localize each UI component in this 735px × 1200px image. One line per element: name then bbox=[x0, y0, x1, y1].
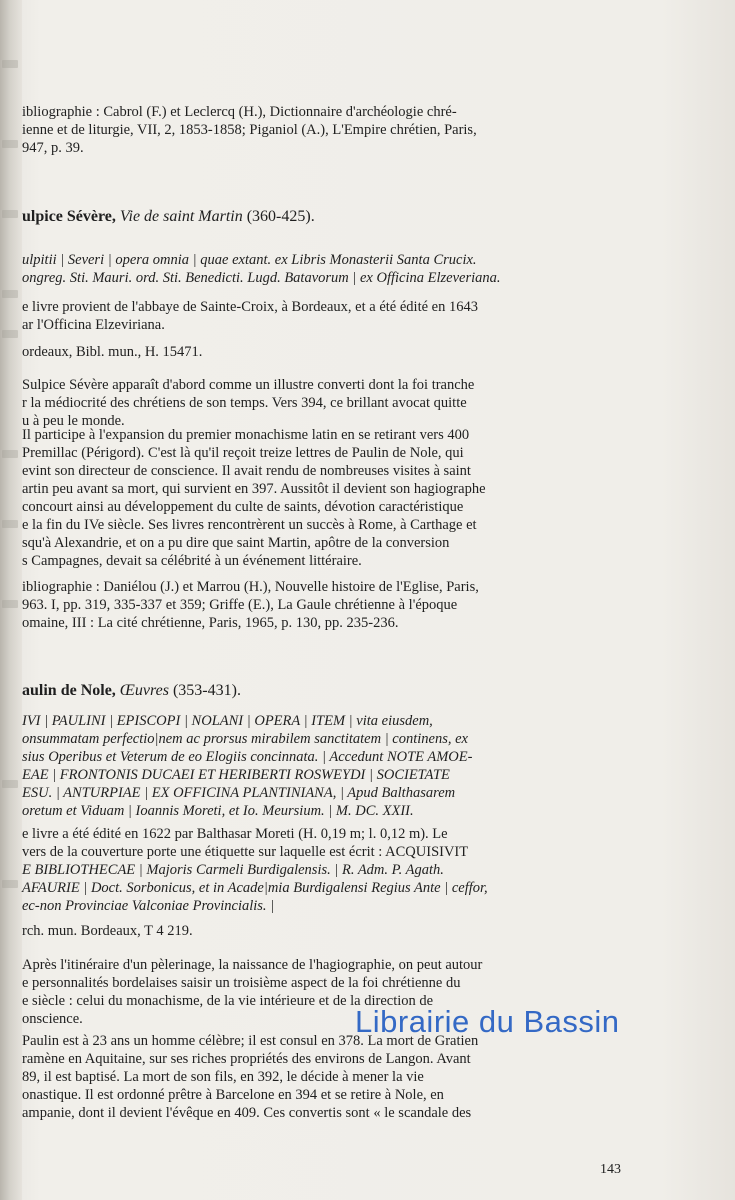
text-line: EAE | FRONTONIS DUCAEI ET HERIBERTI ROSWEYDI | SOCIETATE bbox=[22, 767, 450, 783]
text-line: e livre a été édité en 1622 par Balthasar Moreti (H. 0,19 m; l. 0,12 m). Le bbox=[22, 826, 448, 842]
location-sulpice bbox=[22, 343, 632, 361]
text-line: u à peu le monde. bbox=[22, 413, 125, 429]
text-line: e livre provient de l'abbaye de Sainte-Croix, à Bordeaux, et a été édité en 1643 bbox=[22, 299, 478, 315]
bibliography-danielou bbox=[22, 578, 632, 632]
text-line: Premillac (Périgord). C'est là qu'il reçoit treize lettres de Paulin de Nole, qui bbox=[22, 445, 464, 461]
text-line: ibliographie : Daniélou (J.) et Marrou (H.), Nouvelle histoire de l'Eglise, Paris, bbox=[22, 579, 479, 595]
text-line: 89, il est baptisé. La mort de son fils, en 392, le décide à mener la vie bbox=[22, 1069, 424, 1085]
heading-dates: (360-425). bbox=[246, 208, 315, 225]
page-number: 143 bbox=[600, 1162, 621, 1177]
paragraph-sulpice-1 bbox=[22, 376, 632, 430]
text-line: Sulpice Sévère apparaît d'abord comme un illustre converti dont la foi tranche bbox=[22, 377, 475, 393]
text-line: ienne et de liturgie, VII, 2, 1853-1858; Piganiol (A.), L'Empire chrétien, Paris, bbox=[22, 122, 477, 138]
text-line: AFAURIE | Doct. Sorbonicus, et in Acade|mia Burdigalensi Regius Ante | ceffor, bbox=[22, 880, 488, 896]
text-line: s Campagnes, devait sa célébrité à un événement littéraire. bbox=[22, 553, 362, 569]
paragraph-sulpice-2 bbox=[22, 426, 632, 570]
section-heading-paulin bbox=[22, 681, 632, 701]
text-line: IVI | PAULINI | EPISCOPI | NOLANI | OPERA | ITEM | vita eiusdem, bbox=[22, 713, 433, 729]
text-line: ampanie, dont il devient l'évêque en 409. Ces convertis sont « le scandale des bbox=[22, 1105, 472, 1121]
text-line: ec-non Provinciae Valconiae Provincialis. | bbox=[22, 898, 275, 914]
text-line: ramène en Aquitaine, sur ses riches propriétés des environs de Langon. Avant bbox=[22, 1051, 471, 1067]
text-line: 963. I, pp. 319, 335-337 et 359; Griffe (E.), La Gaule chrétienne à l'époque bbox=[22, 597, 458, 613]
text-line: omaine, III : La cité chrétienne, Paris, 1965, p. 130, pp. 235-236. bbox=[22, 615, 399, 631]
text-line: evint son directeur de conscience. Il avait rendu de nombreuses visites à saint bbox=[22, 463, 471, 479]
heading-name: ulpice Sévère, bbox=[22, 208, 116, 225]
text-line: sius Operibus et Veterum de eo Elogiis concinnata. | Accedunt NOTE AMOE- bbox=[22, 749, 473, 765]
title-page-sulpice bbox=[22, 251, 632, 287]
text-line: artin peu avant sa mort, qui survient en 397. Aussitôt il devient son hagiographe bbox=[22, 481, 486, 497]
text-line: ordeaux, Bibl. mun., H. 15471. bbox=[22, 344, 203, 360]
text-line: E BIBLIOTHECAE | Majoris Carmeli Burdigalensis. | R. Adm. P. Agath. bbox=[22, 862, 444, 878]
provenance-paulin bbox=[22, 825, 632, 915]
text-line: onsummatam perfectio|nem ac prorsus mirabilem sanctitatem | continens, ex bbox=[22, 731, 468, 747]
text-line: onastique. Il est ordonné prêtre à Barcelone en 394 et se retire à Nole, en bbox=[22, 1087, 444, 1103]
text-line: vers de la couverture porte une étiquette sur laquelle est écrit : ACQUISIVIT bbox=[22, 844, 469, 860]
text-line: onscience. bbox=[22, 1011, 83, 1027]
heading-dates: (353-431). bbox=[172, 682, 241, 699]
text-line: oretum et Viduam | Ioannis Moreti, et Io. Meursium. | M. DC. XXII. bbox=[22, 803, 414, 819]
heading-title: Vie de saint Martin bbox=[119, 208, 243, 225]
text-line: ulpitii | Severi | opera omnia | quae extant. ex Libris Monasterii Santa Crucix. bbox=[22, 252, 477, 268]
text-line: concourt ainsi au développement du culte de saints, dévotion caractéristique bbox=[22, 499, 464, 515]
text-line: e la fin du IVe siècle. Ses livres rencontrèrent un succès à Rome, à Carthage et bbox=[22, 517, 477, 533]
text-line: e personnalités bordelaises saisir un troisième aspect de la foi chrétienne du bbox=[22, 975, 461, 991]
text-line: ibliographie : Cabrol (F.) et Leclercq (H.), Dictionnaire d'archéologie chré- bbox=[22, 104, 457, 120]
heading-name: aulin de Nole, bbox=[22, 682, 116, 699]
book-gutter bbox=[0, 0, 22, 1200]
text-line: r la médiocrité des chrétiens de son temps. Vers 394, ce brillant avocat quitte bbox=[22, 395, 467, 411]
text-line: squ'à Alexandrie, et on a pu dire que saint Martin, apôtre de la conversion bbox=[22, 535, 450, 551]
text-line: Paulin est à 23 ans un homme célèbre; il est consul en 378. La mort de Gratien bbox=[22, 1033, 479, 1049]
provenance-sulpice bbox=[22, 298, 632, 334]
heading-title: Œuvres bbox=[119, 682, 169, 699]
location-paulin bbox=[22, 922, 632, 940]
text-line: ESU. | ANTURPIAE | EX OFFICINA PLANTINIANA, | Apud Balthasarem bbox=[22, 785, 456, 801]
text-line: 947, p. 39. bbox=[22, 140, 84, 156]
text-line: Il participe à l'expansion du premier monachisme latin en se retirant vers 400 bbox=[22, 427, 470, 443]
paragraph-paulin-2 bbox=[22, 1032, 632, 1122]
bookseller-watermark: Librairie du Bassin bbox=[355, 1004, 620, 1039]
title-page-paulin bbox=[22, 712, 632, 820]
text-line: Après l'itinéraire d'un pèlerinage, la naissance de l'hagiographie, on peut autour bbox=[22, 957, 483, 973]
text-line: ar l'Officina Elzeviriana. bbox=[22, 317, 165, 333]
text-line: e siècle : celui du monachisme, de la vie intérieure et de la direction de bbox=[22, 993, 434, 1009]
text-line: ongreg. Sti. Mauri. ord. Sti. Benedicti. Lugd. Batavorum | ex Officina Elzeveriana. bbox=[22, 270, 501, 286]
bibliography-cabrol bbox=[22, 103, 632, 157]
text-line: rch. mun. Bordeaux, T 4 219. bbox=[22, 923, 193, 939]
section-heading-sulpice bbox=[22, 207, 632, 227]
